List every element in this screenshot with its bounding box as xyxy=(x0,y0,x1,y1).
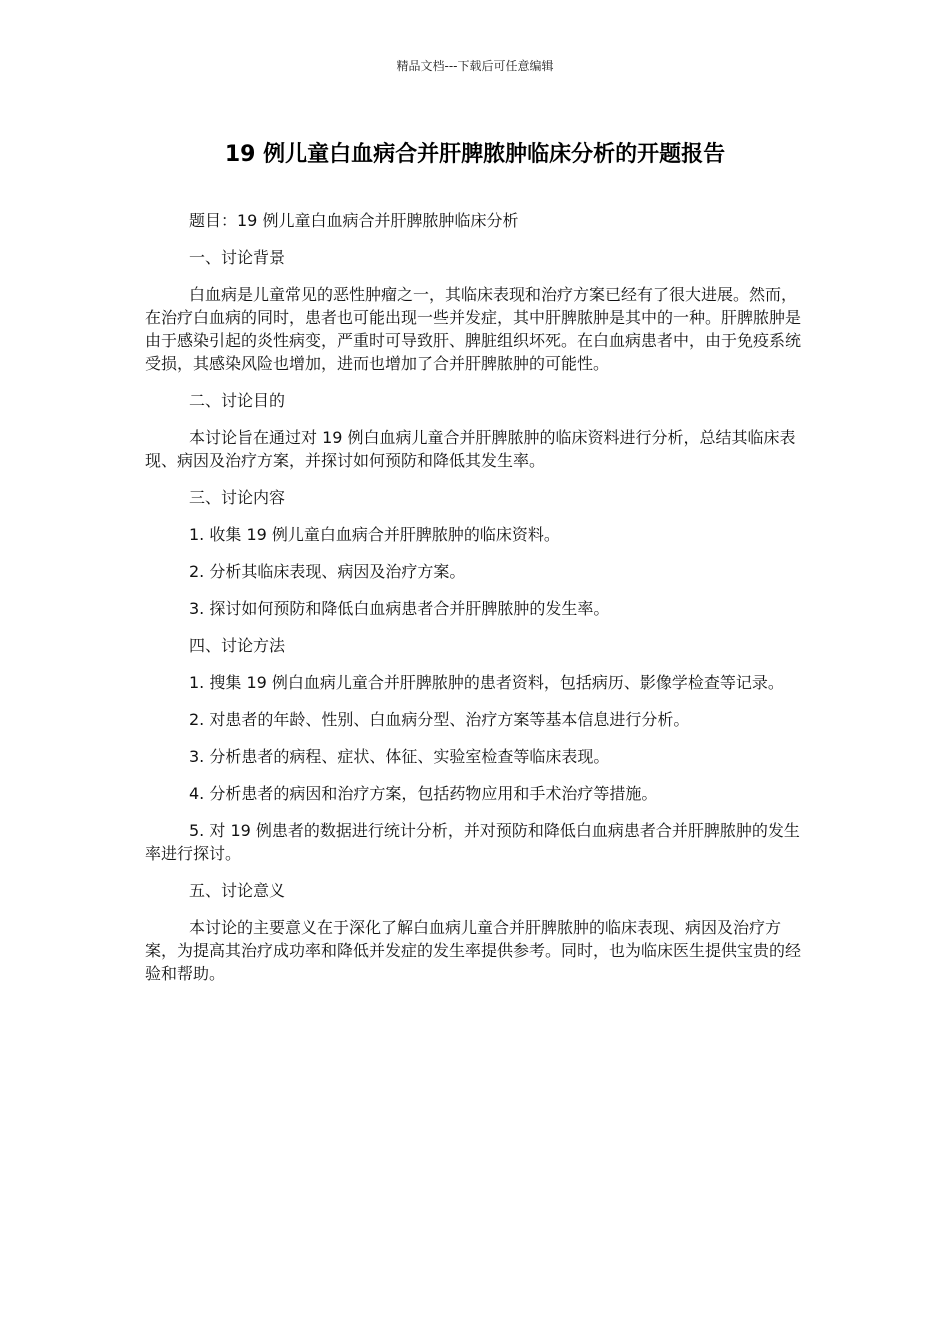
method-item-4: 4. 分析患者的病因和治疗方案，包括药物应用和手术治疗等措施。 xyxy=(189,784,658,803)
topic-line: 题目：19 例儿童白血病合并肝脾脓肿临床分析 xyxy=(189,211,519,230)
section-heading-background: 一、讨论背景 xyxy=(189,248,286,267)
content-item-3: 3. 探讨如何预防和降低白血病患者合并肝脾脓肿的发生率。 xyxy=(189,599,610,618)
header-note: 精品文档---下载后可任意编辑 xyxy=(396,59,554,73)
content-item-1: 1. 收集 19 例儿童白血病合并肝脾脓肿的临床资料。 xyxy=(189,525,560,544)
document-body xyxy=(145,209,805,999)
section-heading-methods: 四、讨论方法 xyxy=(189,636,286,655)
method-item-3: 3. 分析患者的病程、症状、体征、实验室检查等临床表现。 xyxy=(189,747,610,766)
background-paragraph: 白血病是儿童常见的恶性肿瘤之一，其临床表现和治疗方案已经有了很大进展。然而，在治疗白血病的同时，患者也可能出现一些并发症，其中肝脾脓肿是其中的一种。肝脾脓肿是由于感染引起的炎性病变，严重时可导致肝、脾脏组织坏死。在白血病患者中，由于免疫系统受损，其感染风险也增加，进而也增加了合并肝脾脓肿的可能性。 xyxy=(145,285,802,373)
content-item-2: 2. 分析其临床表现、病因及治疗方案。 xyxy=(189,562,466,581)
purpose-paragraph: 本讨论旨在通过对 19 例白血病儿童合并肝脾脓肿的临床资料进行分析，总结其临床表现、病因及治疗方案，并探讨如何预防和降低其发生率。 xyxy=(145,428,796,470)
section-heading-content: 三、讨论内容 xyxy=(189,488,286,507)
method-item-1: 1. 搜集 19 例白血病儿童合并肝脾脓肿的患者资料，包括病历、影像学检查等记录。 xyxy=(189,673,784,692)
section-heading-purpose: 二、讨论目的 xyxy=(189,391,286,410)
document-title: 19 例儿童白血病合并肝脾脓肿临床分析的开题报告 xyxy=(224,142,726,167)
significance-paragraph: 本讨论的主要意义在于深化了解白血病儿童合并肝脾脓肿的临床表现、病因及治疗方案，为提高其治疗成功率和降低并发症的发生率提供参考。同时，也为临床医生提供宝贵的经验和帮助。 xyxy=(145,918,802,983)
section-heading-significance: 五、讨论意义 xyxy=(189,881,286,900)
method-item-5: 5. 对 19 例患者的数据进行统计分析，并对预防和降低白血病患者合并肝脾脓肿的发生率进行探讨。 xyxy=(145,821,800,863)
method-item-2: 2. 对患者的年龄、性别、白血病分型、治疗方案等基本信息进行分析。 xyxy=(189,710,690,729)
